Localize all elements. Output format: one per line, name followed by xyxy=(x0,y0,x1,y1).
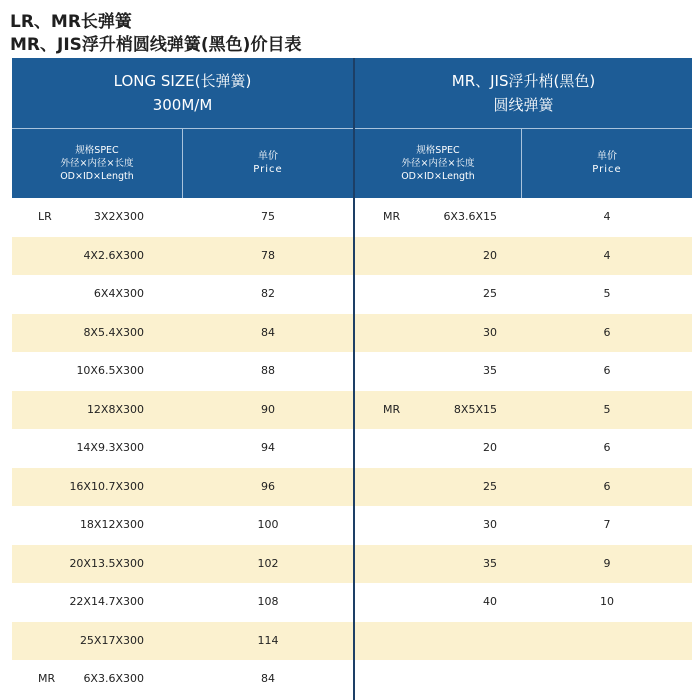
row-spec: 6X3.6X15 xyxy=(443,210,497,223)
row-price: 6 xyxy=(603,325,611,339)
row-price xyxy=(522,660,692,699)
table-row xyxy=(12,622,353,661)
row-price: 4 xyxy=(603,248,611,262)
row-price: 90 xyxy=(261,402,275,416)
table-row xyxy=(355,545,692,584)
row-price: 4 xyxy=(603,210,611,223)
left-price-header xyxy=(183,128,353,198)
table-row xyxy=(12,198,353,237)
row-spec: 20 xyxy=(483,441,497,454)
table-row xyxy=(355,275,692,314)
row-spec: 25X17X300 xyxy=(79,633,144,647)
right-header-line1: MR、JIS浮升梢(黑色) xyxy=(451,72,596,90)
left-spec-header xyxy=(12,128,182,198)
table-row xyxy=(355,314,692,353)
row-price: 7 xyxy=(603,518,611,531)
right-price-en: Price xyxy=(592,164,622,175)
table-row xyxy=(12,545,353,584)
price-table xyxy=(12,58,692,700)
left-header-line2: 300M/M xyxy=(152,96,213,114)
row-spec: 6X4X300 xyxy=(93,287,144,300)
title-line-1: LR、MR长弹簧 xyxy=(10,12,132,32)
table-row xyxy=(355,622,692,661)
row-spec: 8X5X15 xyxy=(453,402,497,416)
left-price-cn: 单价 xyxy=(258,151,278,162)
row-price: 75 xyxy=(261,210,275,223)
table-row xyxy=(12,660,353,699)
right-price-cn: 单价 xyxy=(597,151,617,162)
right-spec-line1: 规格SPEC xyxy=(416,144,460,156)
table-row xyxy=(355,660,692,699)
table-row xyxy=(355,198,692,237)
table-row xyxy=(12,583,353,622)
table-row xyxy=(12,391,353,430)
row-price: 5 xyxy=(603,402,611,416)
row-spec: 18X12X300 xyxy=(79,518,144,531)
table-row xyxy=(12,275,353,314)
table-row xyxy=(355,583,692,622)
row-price: 10 xyxy=(600,595,614,608)
row-spec: 6X3.6X300 xyxy=(83,672,144,685)
row-spec: 20 xyxy=(483,248,497,262)
row-price: 96 xyxy=(261,479,275,493)
row-spec: 20X13.5X300 xyxy=(69,556,144,570)
table-row xyxy=(355,237,692,276)
row-spec: 40 xyxy=(483,595,497,608)
center-divider xyxy=(353,58,355,700)
table-row xyxy=(355,506,692,545)
table-row xyxy=(12,468,353,507)
right-sub-divider xyxy=(521,128,522,198)
row-spec: 16X10.7X300 xyxy=(69,479,144,493)
row-price: 6 xyxy=(603,364,611,377)
row-price: 114 xyxy=(257,633,279,647)
row-price: 84 xyxy=(261,325,275,339)
table-row xyxy=(12,429,353,468)
row-spec: 22X14.7X300 xyxy=(69,595,144,608)
left-price-en: Price xyxy=(253,164,283,175)
left-header-line1: LONG SIZE(长弹簧) xyxy=(113,72,252,90)
header-divider xyxy=(12,128,692,129)
row-spec: 30 xyxy=(483,518,497,531)
row-spec: 25 xyxy=(483,287,497,300)
table-row xyxy=(12,352,353,391)
row-price: 82 xyxy=(261,287,275,300)
right-header xyxy=(355,58,692,128)
table-row xyxy=(12,506,353,545)
right-price-header xyxy=(522,128,692,198)
left-spec-line3: OD×ID×Length xyxy=(60,170,134,182)
right-spec-line3: OD×ID×Length xyxy=(401,170,475,182)
row-price: 6 xyxy=(603,441,611,454)
row-price: 78 xyxy=(261,248,275,262)
row-price: 108 xyxy=(257,595,279,608)
left-sub-divider xyxy=(182,128,183,198)
row-spec: 8X5.4X300 xyxy=(83,325,144,339)
row-price: 9 xyxy=(603,556,611,570)
right-spec-header xyxy=(355,128,521,198)
row-spec: 10X6.5X300 xyxy=(76,364,144,377)
row-prefix: MR xyxy=(38,672,56,685)
table-row xyxy=(12,237,353,276)
row-price: 100 xyxy=(257,518,279,531)
row-price: 88 xyxy=(261,364,275,377)
row-spec: 3X2X300 xyxy=(93,210,144,223)
row-spec: 35 xyxy=(483,556,497,570)
table-row xyxy=(355,468,692,507)
row-price: 94 xyxy=(261,441,275,454)
left-spec-line2: 外径×内径×长度 xyxy=(60,157,134,169)
title-line-2: MR、JIS浮升梢圆线弹簧(黑色)价目表 xyxy=(10,35,302,55)
row-spec: 12X8X300 xyxy=(86,402,144,416)
table-row xyxy=(12,314,353,353)
row-price: 102 xyxy=(257,556,279,570)
row-spec: 4X2.6X300 xyxy=(83,248,144,262)
row-prefix: MR xyxy=(383,402,401,416)
row-spec: 30 xyxy=(483,325,497,339)
table-row xyxy=(355,352,692,391)
left-header xyxy=(12,58,353,128)
row-prefix: LR xyxy=(38,210,52,223)
row-price: 5 xyxy=(603,287,611,300)
row-prefix: MR xyxy=(383,210,401,223)
right-spec-line2: 外径×内径×长度 xyxy=(401,157,475,169)
row-price: 6 xyxy=(603,479,611,493)
row-price: 84 xyxy=(261,672,275,685)
table-row xyxy=(355,429,692,468)
table-row xyxy=(355,391,692,430)
left-spec-line1: 规格SPEC xyxy=(75,144,119,156)
right-header-line2: 圆线弹簧 xyxy=(493,96,554,114)
row-price xyxy=(522,622,692,661)
row-spec: 25 xyxy=(483,479,497,493)
row-spec: 35 xyxy=(483,364,497,377)
row-spec: 14X9.3X300 xyxy=(76,441,144,454)
